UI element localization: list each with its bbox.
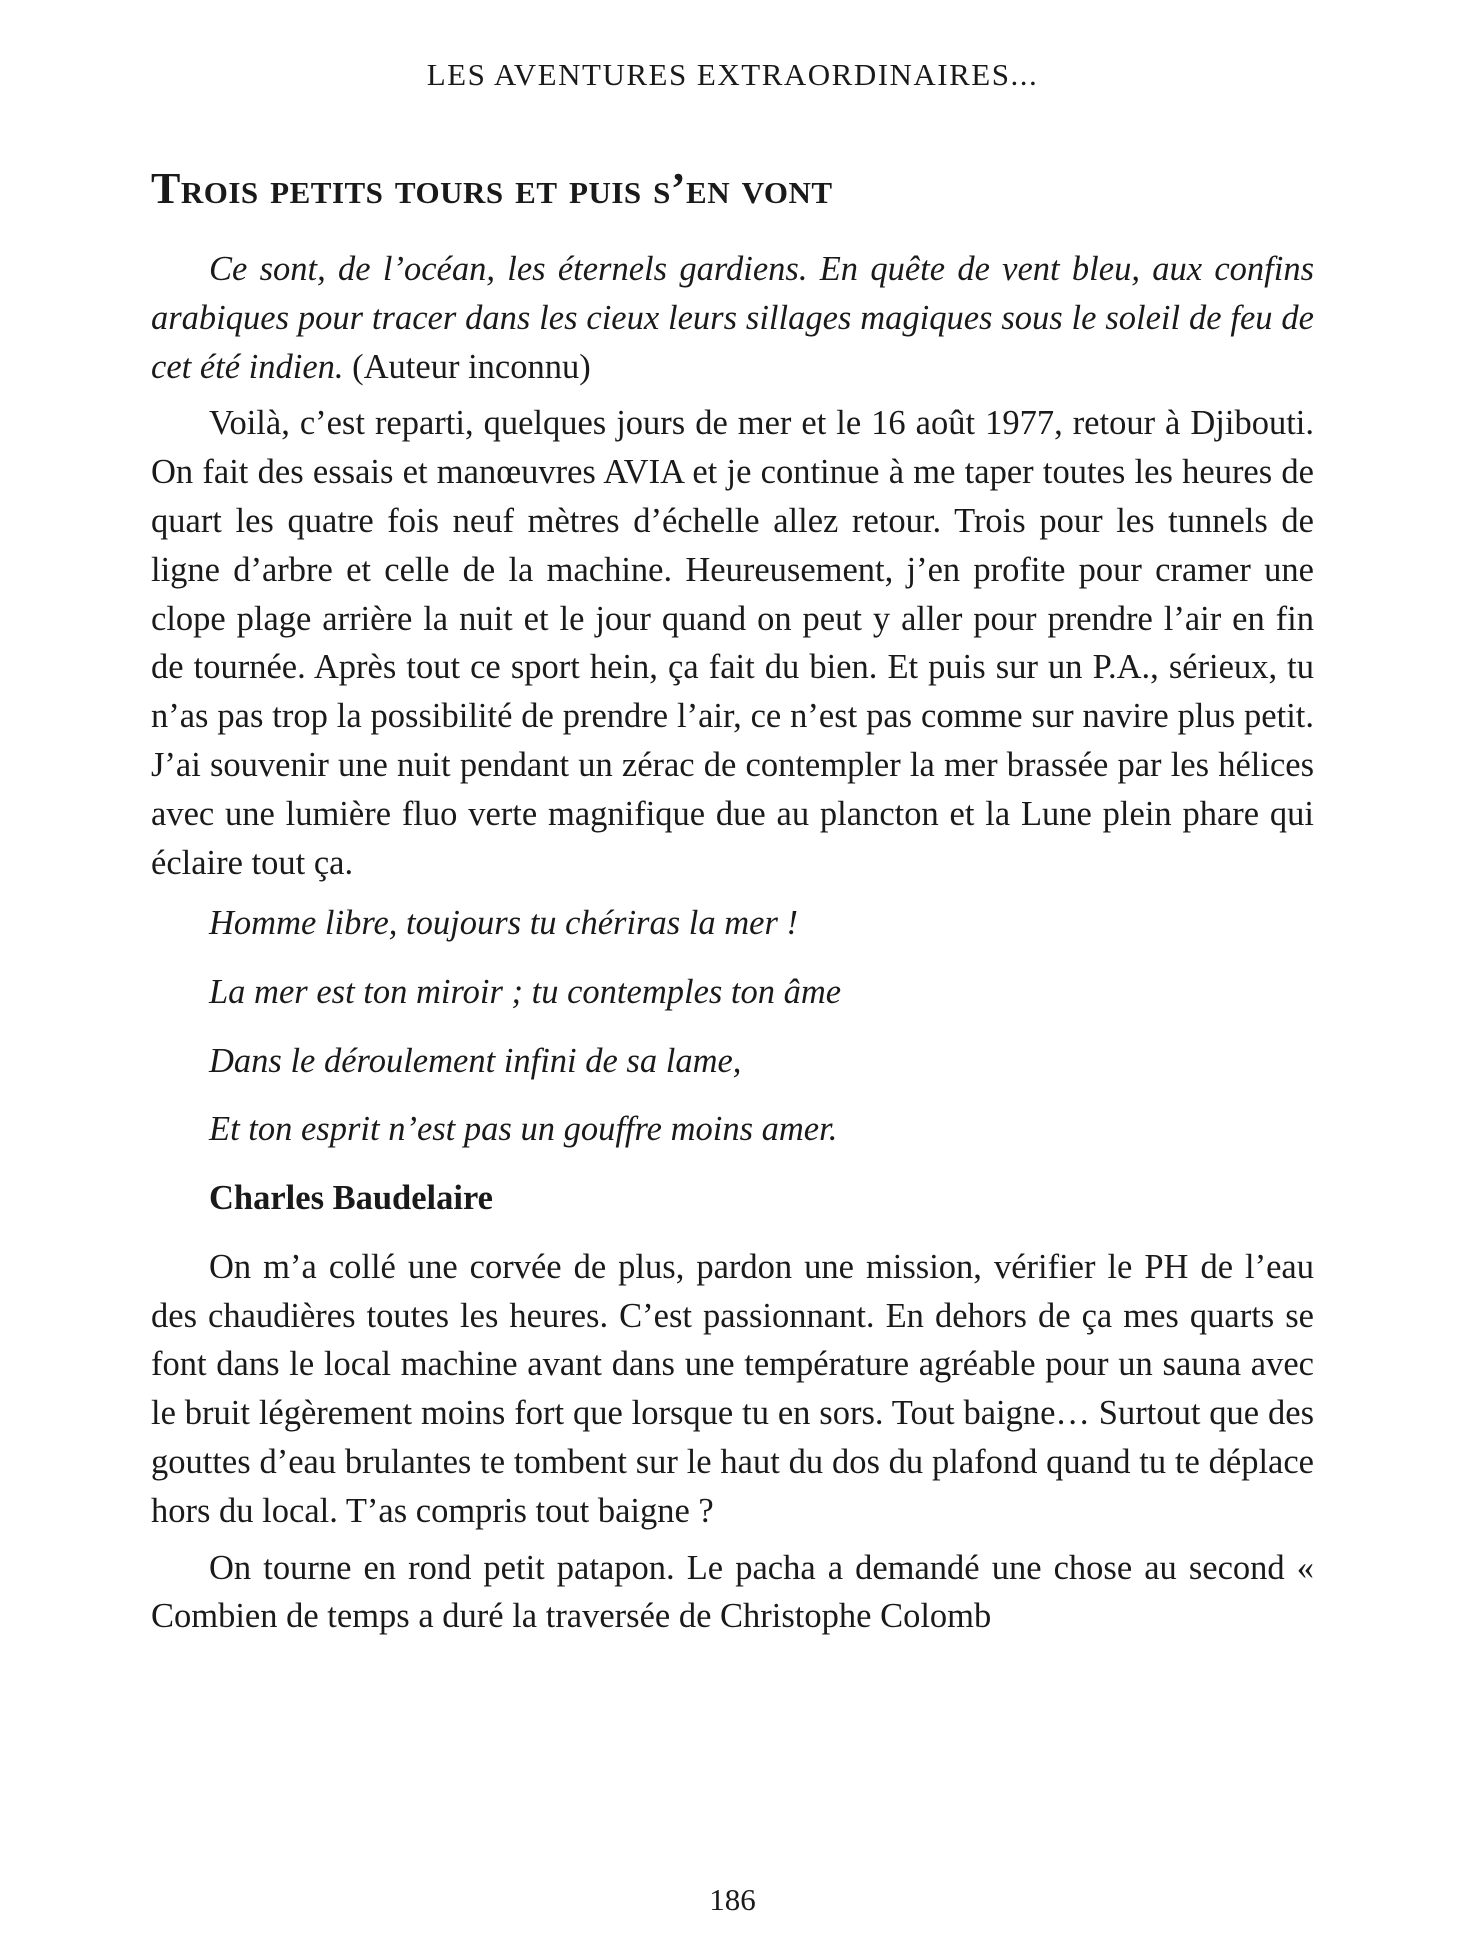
paragraph: Voilà, c’est reparti, quelques jours de mer et le 16 août 1977, retour à Djibouti. On fait des essais et manœuvres AVIA et je continue à me taper toutes les heures de quart les quatre fois neuf mètres d’échelle allez retour. Trois pour les tunnels de ligne d’arbre et celle de la machine. Heureusement, j’en profite pour cramer une clope plage arrière la nuit et le jour quand on peut y aller pour prendre l’air en fin de tournée. Après tout ce sport hein, ça fait du bien. Et puis sur un P.A., sérieux, tu n’as pas trop la possibilité de prendre l’air, ce n’est pas comme sur navire plus petit. J’ai souvenir une nuit pendant un zérac de contempler la mer brassée par les hélices avec une lumière fluo verte magnifique due au plancton et la Lune plein phare qui éclaire tout ça. [151, 404, 1314, 882]
poem-line: Dans le déroulement infini de sa lame, [209, 1041, 742, 1080]
poem-line: La mer est ton miroir ; tu contemples ton âme [209, 972, 842, 1011]
poem-line: Homme libre, toujours tu chériras la mer ! [209, 904, 799, 943]
paragraph: On m’a collé une corvée de plus, pardon une mission, vérifier le PH de l’eau des chaudières toutes les heures. C’est passionnant. En dehors de ça mes quarts se font dans le local machine avant dans une température agréable pour un sauna avec le bruit légèrement moins fort que lorsque tu en sors. Tout baigne… Surtout que des gouttes d’eau brulantes te tombent sur le haut du dos du plafond quand tu te déplace hors du local. T’as compris tout baigne ? [151, 1247, 1314, 1530]
poem-line: Et ton esprit n’est pas un gouffre moins amer. [209, 1110, 838, 1149]
chapter-title: Trois petits tours et puis s’en vont [151, 164, 833, 213]
epigraph-attribution: (Auteur inconnu) [352, 347, 591, 386]
body-text [151, 245, 1314, 1649]
epigraph [151, 245, 1314, 391]
page-number: 186 [709, 1882, 756, 1917]
paragraph: On tourne en rond petit patapon. Le pacha a demandé une chose au second « Combien de temps a duré la traversée de Christophe Colomb [151, 1548, 1314, 1636]
poem [151, 899, 1314, 1154]
poem-author: Charles Baudelaire [209, 1178, 493, 1217]
epigraph-text: Ce sont, de l’océan, les éternels gardiens. En quête de vent bleu, aux confins arabiques pour tracer dans les cieux leurs sillages magiques sous le soleil de feu de cet été indien. [151, 250, 1314, 386]
running-head: LES AVENTURES EXTRAORDINAIRES... [426, 57, 1039, 92]
book-page [151, 0, 1314, 1953]
